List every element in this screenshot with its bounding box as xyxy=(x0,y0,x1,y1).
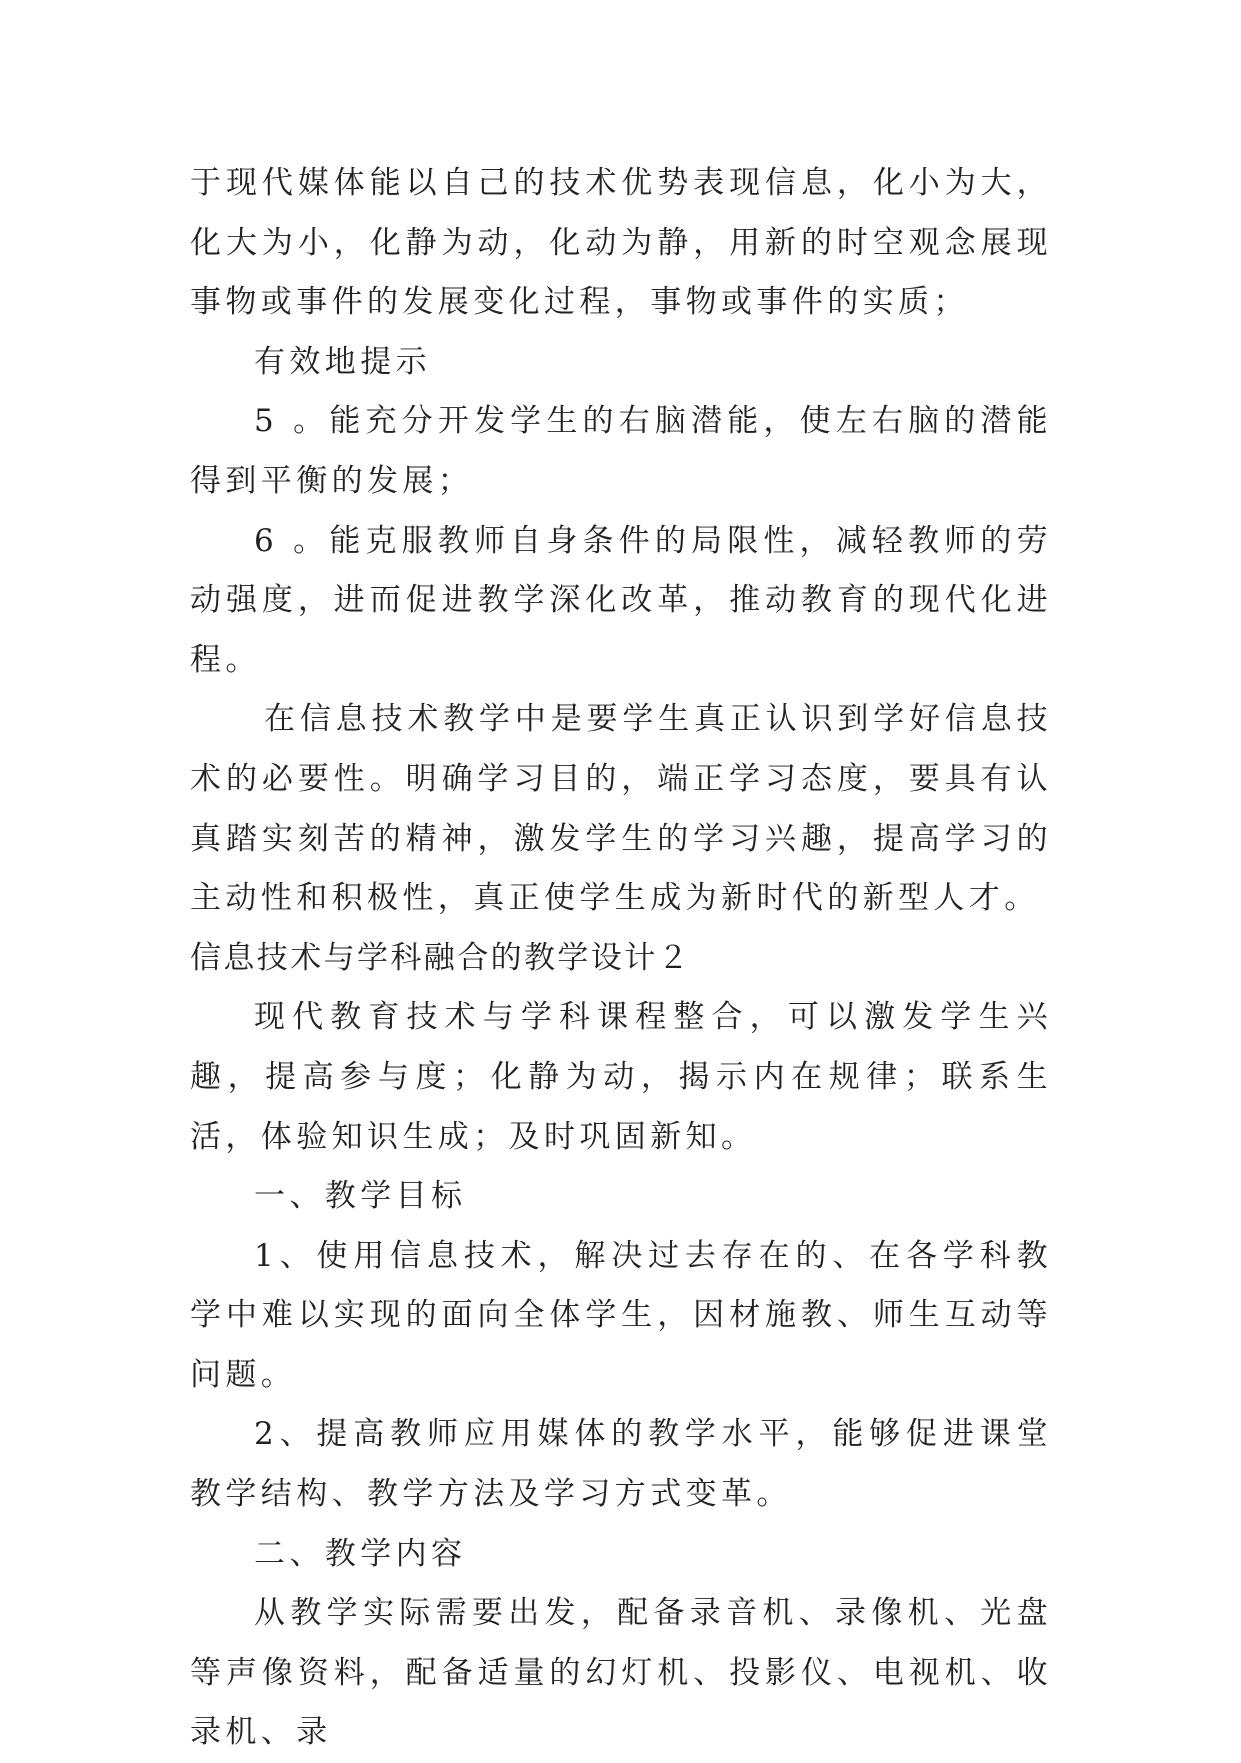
heading-teaching-goals: 一、教学目标 xyxy=(254,1178,467,1215)
paragraph-item-6: 6 。能克服教师自身条件的局限性，减轻教师的劳动强度，进而促进教学深化改革，推动教育的现代化进程。 xyxy=(190,522,1052,678)
paragraph-media-advantages: 于现代媒体能以自己的技术优势表现信息，化小为大，化大为小，化静为动，化动为静，用新的时空观念展现事物或事件的发展变化过程，事物或事件的实质； xyxy=(190,165,1052,321)
paragraph-content-equipment: 从教学实际需要出发，配备录音机、录像机、光盘等声像资料，配备适量的幻灯机、投影仪、电视机、收录机、录 xyxy=(190,1595,1052,1751)
paragraph-integration-intro: 现代教育技术与学科课程整合，可以激发学生兴趣，提高参与度；化静为动，揭示内在规律；联系生活，体验知识生成；及时巩固新知。 xyxy=(190,999,1052,1155)
paragraph-effective-hint: 有效地提示 xyxy=(254,343,431,380)
section-title: 信息技术与学科融合的教学设计２ xyxy=(190,939,691,976)
paragraph-it-teaching: 在信息技术教学中是要学生真正认识到学好信息技术的必要性。明确学习目的，端正学习态度，要具有认真踏实刻苦的精神，激发学生的学习兴趣，提高学习的主动性和积极性，真正使学生成为新时代的新型人才。 xyxy=(190,701,1052,917)
document-page xyxy=(190,154,1052,1763)
paragraph-goal-1: 1、使用信息技术，解决过去存在的、在各学科教学中难以实现的面向全体学生，因材施教、师生互动等问题。 xyxy=(190,1237,1052,1393)
heading-teaching-content: 二、教学内容 xyxy=(254,1535,467,1572)
paragraph-item-5: 5 。能充分开发学生的右脑潜能，使左右脑的潜能得到平衡的发展； xyxy=(190,403,1052,499)
paragraph-goal-2: 2、提高教师应用媒体的教学水平，能够促进课堂教学结构、教学方法及学习方式变革。 xyxy=(190,1416,1052,1513)
